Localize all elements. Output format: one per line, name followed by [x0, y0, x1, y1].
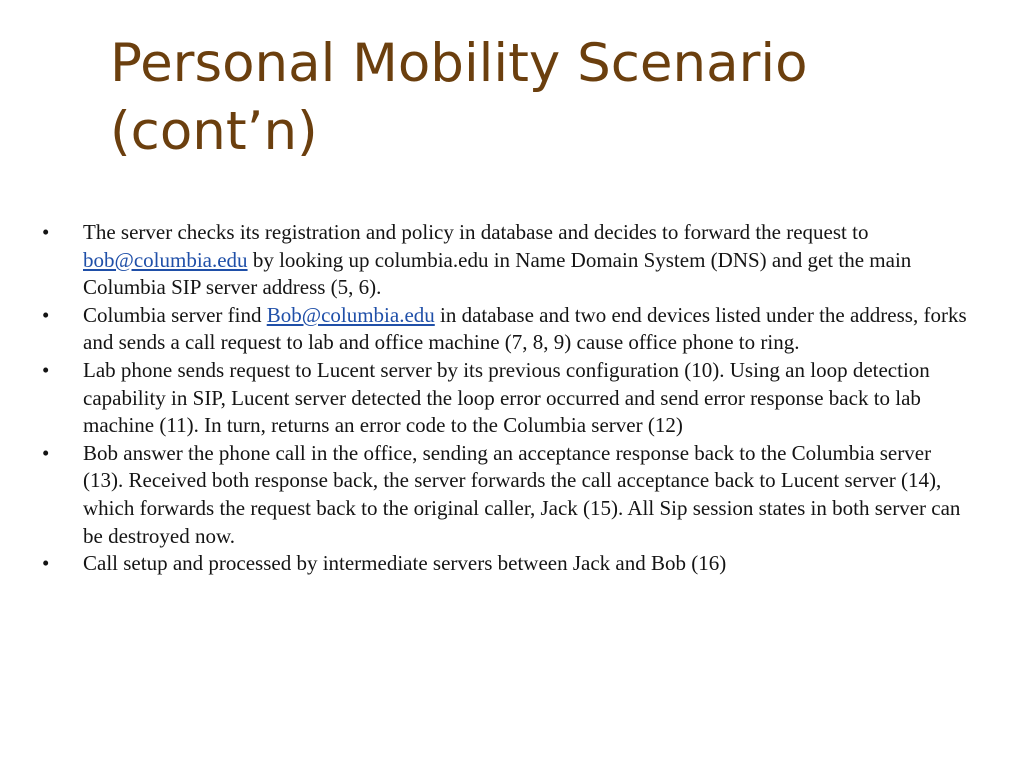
bullet-1-text-end: by looking up columbia.edu in Name Domain System (DNS) and get the main Columbia SIP server address (5, 6).: [83, 247, 912, 300]
bullet-item-5: [42, 550, 972, 578]
bullet-marker: •: [42, 302, 50, 327]
bullet-item-3: [42, 357, 972, 440]
bullet-2-text-start: Columbia server find: [83, 302, 267, 327]
bullet-3-text: Lab phone sends request to Lucent server by its previous configuration (10). Using an loop detection capability in SIP, Lucent server detected the loop error occurred and send error response back to lab machine (11). In turn, returns an error code to the Columbia server (12): [83, 357, 930, 438]
email-link-bob-capitalized[interactable]: Bob@columbia.edu: [266, 302, 435, 327]
email-link-bob[interactable]: bob@columbia.edu: [83, 247, 248, 272]
bullet-marker: •: [42, 220, 50, 244]
bullet-item-4: [42, 440, 972, 550]
bullet-4-text: Bob answer the phone call in the office, sending an acceptance response back to the Columbia server (13). Received both response back, the server forwards the call acceptance back to Lucent server (14), which forwards the request back to the original caller, Jack (15). All Sip session states in both server can be destroyed now.: [83, 440, 961, 548]
title-line-2: (cont’n): [110, 101, 318, 162]
title-line-1: Personal Mobility Scenario: [110, 33, 808, 94]
bullet-1-text-start: The server checks its registration and policy in database and decides to forward the request to: [83, 220, 869, 244]
bullet-item-2: [42, 302, 972, 357]
slide-title: [110, 30, 990, 166]
bullet-item-1: [42, 219, 972, 302]
bullet-5-text: Call setup and processed by intermediate servers between Jack and Bob (16): [83, 551, 727, 576]
bullet-marker: •: [42, 357, 50, 382]
bullet-list: [42, 219, 972, 578]
bullet-2-text-end: in database and two end devices listed under the address, forks and sends a call request to lab and office machine (7, 8, 9) cause office phone to ring.: [83, 302, 967, 355]
bullet-marker: •: [42, 551, 50, 576]
bullet-marker: •: [42, 440, 50, 465]
